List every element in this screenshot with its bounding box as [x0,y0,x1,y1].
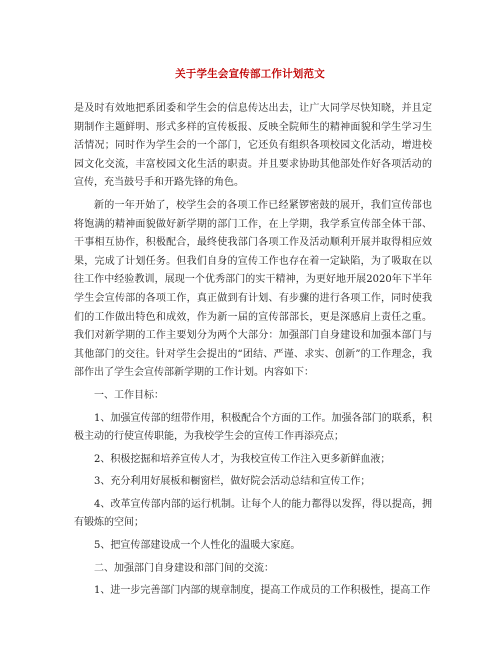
goal-item-1: 1、加强宣传部的纽带作用，积极配合个方面的工作。加强各部门的联系，积极主动的行使宣传职能，为我校学生会的宣传工作再添亮点； [74,412,432,443]
goal-item-4: 4、改革宣传部内部的运行机制。让每个人的能力都得以发挥，得以提高，拥有锻炼的空间； [74,498,432,529]
paragraph-new-year: 新的一年开始了，校学生会的各项工作已经紧锣密鼓的展开，我们宣传部也将饱满的精神面貌做好新学期的部门工作，在上学期，我学系宣传部全体干部、干事相互协作，积极配合，最终使我部门各项工作及活动顺利开展并取得相应效果，完成了计划任务。但我们自身的宣传工作也存在着一定缺陷，为了吸取在以往工作中经验教训，展现一个优秀部门的实干精神，为更好地开展2020年下半年学生会宣传部的各项工作，真正做到有计划、有步骤的进行各项工作，同时使我们的工作做出特色和成效，作为新一届的宣传部部长，更是深感肩上责任之重。我们对新学期的工作主要划分为两个大部分：加强部门自身建设和加强本部门与其他部门的交往。针对学生会提出的“团结、严谨、求实、创新”的工作理念，我部作出了学生会宣传部新学期的工作计划。内容如下： [74,199,432,379]
section-heading-construction: 二、加强部门自身建设和部门间的交流： [94,562,274,574]
document-title: 关于学生会宣传部工作计划范文 [175,68,325,80]
goal-item-3: 3、充分利用好展板和橱窗栏，做好院会活动总结和宣传工作； [94,476,371,488]
section-heading-goals: 一、工作目标： [94,389,164,401]
construction-item-1: 1、进一步完善部门内部的规章制度，提高工作成员的工作积极性，提高工作 [94,585,431,597]
goal-item-5: 5、把宣传部建设成一个人性化的温暖大家庭。 [94,540,301,552]
paragraph-intro: 是及时有效地把系团委和学生会的信息传达出去，让广大同学尽快知晓，并且定期制作主题鲜明、形式多样的宣传板报、反映全院师生的精神面貌和学生学习生活情况；同时作为学生会的一个部门，它还负有组织各项校园文化活动，增进校园文化交流，丰富校园文化生活的职责。并且要求协助其他部处作好各项活动的宣传，充当鼓号手和开路先锋的角色。 [74,103,432,189]
goal-item-2: 2、积极挖掘和培养宣传人才，为我校宣传工作注入更多新鲜血液； [94,453,391,465]
document-body [74,100,432,605]
